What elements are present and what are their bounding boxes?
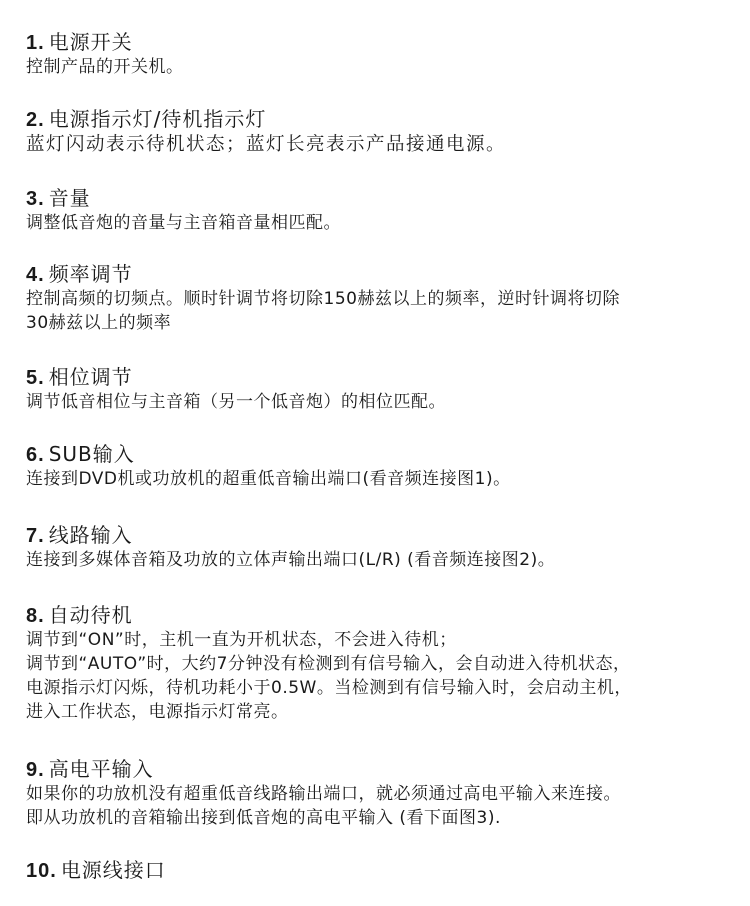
section-number: 4.	[26, 264, 45, 286]
section-description: 连接到多媒体音箱及功放的立体声输出端口(L/R) (看音频连接图2)。	[26, 550, 556, 570]
section-number: 7.	[26, 525, 45, 547]
section-power-cord-socket	[26, 858, 738, 883]
section-number: 10.	[26, 860, 57, 882]
section-title: 电源线接口	[60, 858, 166, 882]
section-description: 蓝灯闪动表示待机状态；蓝灯长亮表示产品接通电源。	[26, 134, 507, 155]
section-number: 6.	[26, 444, 45, 466]
section-heading	[26, 365, 738, 390]
section-heading	[26, 186, 738, 211]
section-description: 如果你的功放机没有超重低音线路输出端口，就必须通过高电平输入来连接。 即从功放机的音箱输出接到低音炮的高电平输入 (看下面图3).	[26, 784, 621, 828]
section-frequency	[26, 262, 738, 335]
section-description: 控制高频的切频点。顺时针调节将切除150赫兹以上的频率，逆时针调将切除 30赫兹以上的频率	[26, 289, 620, 333]
section-power-indicator	[26, 107, 738, 158]
section-heading	[26, 107, 738, 132]
section-line-input	[26, 523, 738, 572]
section-auto-standby	[26, 603, 738, 724]
section-number: 8.	[26, 605, 45, 627]
section-description: 调整低音炮的音量与主音箱音量相匹配。	[26, 213, 341, 233]
section-number: 2.	[26, 109, 45, 131]
section-title: 线路输入	[48, 523, 133, 547]
section-heading	[26, 442, 738, 467]
section-title: 自动待机	[48, 603, 133, 627]
section-power-switch	[26, 30, 738, 79]
section-heading	[26, 757, 738, 782]
section-high-level-input	[26, 757, 738, 830]
section-sub-input	[26, 442, 738, 491]
section-title: 频率调节	[48, 262, 133, 286]
section-heading	[26, 858, 738, 883]
section-number: 3.	[26, 188, 45, 210]
section-heading	[26, 603, 738, 628]
section-description: 调节到“ON”时，主机一直为开机状态，不会进入待机； 调节到“AUTO”时，大约7分钟没有检测到有信号输入，会自动进入待机状态， 电源指示灯闪烁，待机功耗小于0.5W。当检测到有信号输入时，会启动主机， 进入工作状态，电源指示灯常亮。	[26, 630, 632, 722]
section-number: 1.	[26, 32, 45, 54]
section-heading	[26, 523, 738, 548]
section-heading	[26, 30, 738, 55]
section-title: 高电平输入	[48, 757, 154, 781]
section-phase	[26, 365, 738, 414]
section-number: 5.	[26, 367, 45, 389]
section-heading	[26, 262, 738, 287]
section-volume	[26, 186, 738, 235]
section-description: 连接到DVD机或功放机的超重低音输出端口(看音频连接图1)。	[26, 469, 511, 489]
section-title: SUB输入	[48, 442, 135, 466]
section-number: 9.	[26, 759, 45, 781]
section-title: 音量	[48, 186, 91, 210]
section-description: 调节低音相位与主音箱（另一个低音炮）的相位匹配。	[26, 392, 446, 412]
section-title: 电源指示灯/待机指示灯	[48, 107, 267, 131]
section-description: 控制产品的开关机。	[26, 57, 184, 77]
section-title: 电源开关	[48, 30, 133, 54]
section-title: 相位调节	[48, 365, 133, 389]
